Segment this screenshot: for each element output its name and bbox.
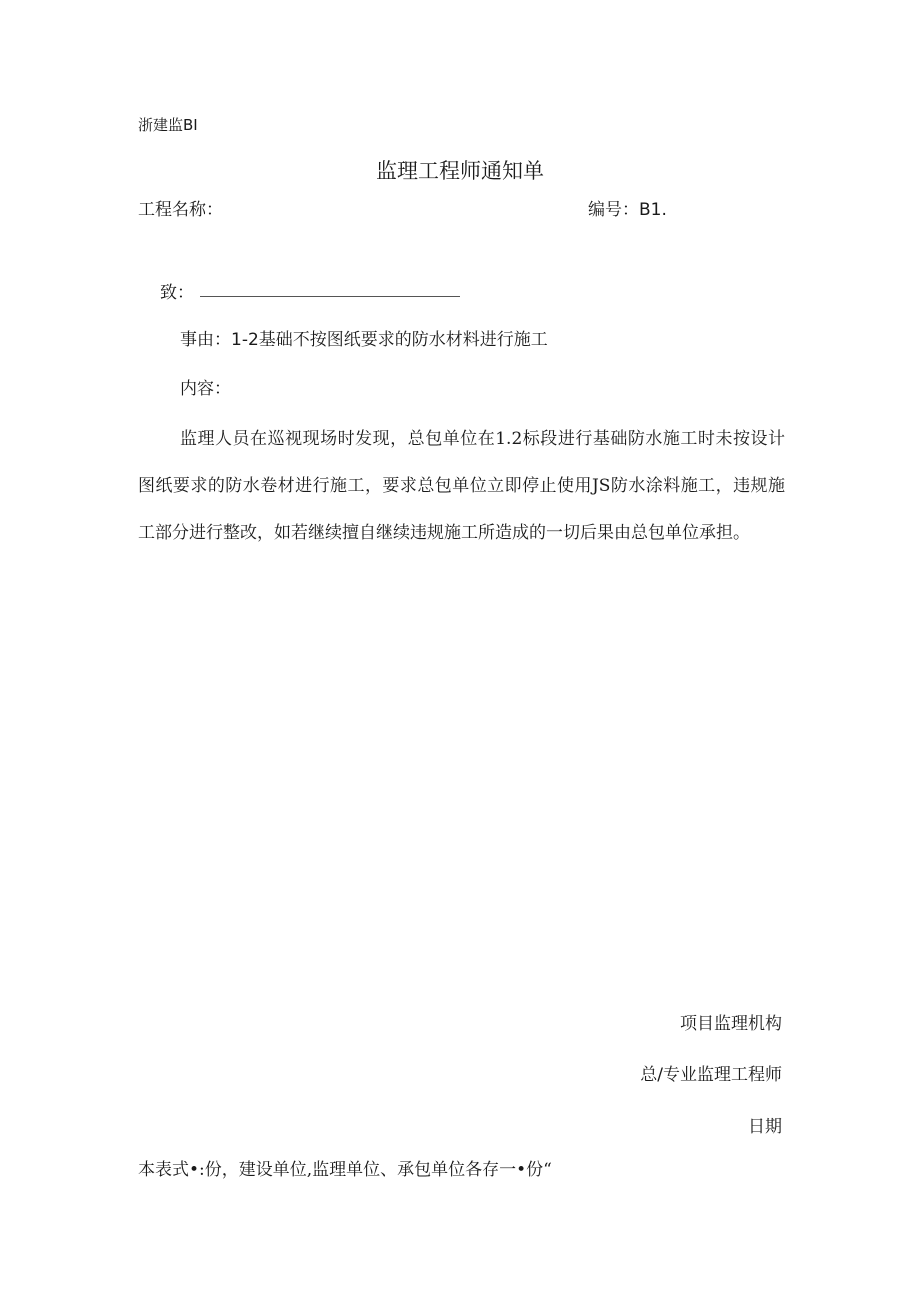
signature-org: 项目监理机构: [680, 1014, 782, 1034]
recipient-label: 致：: [160, 283, 194, 303]
content-body: 监理人员在巡视现场时发现，总包单位在1.2标段进行基础防水施工时未按设计图纸要求的防水卷材进行施工，要求总包单位立即停止使用JS防水涂料施工，违规施工部分进行整改，如若继续擅自继续违规施工所造成的一切后果由总包单位承担。: [138, 429, 785, 543]
content-label: 内容：: [180, 379, 231, 399]
form-code: 浙建监BI: [138, 116, 198, 134]
page-title: 监理工程师通知单: [376, 159, 544, 183]
document-number: 编号：B1.: [588, 200, 667, 220]
signature-date: 日期: [748, 1117, 782, 1137]
project-name-label: 工程名称：: [138, 200, 223, 220]
signature-engineer: 总/专业监理工程师: [640, 1065, 782, 1085]
footer-note: 本表式•:份，建设单位,监理单位、承包单位各存一•份“: [138, 1160, 552, 1180]
recipient-blank-line: [200, 296, 460, 297]
reason-text: 事由：1-2基础不按图纸要求的防水材料进行施工: [180, 330, 548, 350]
